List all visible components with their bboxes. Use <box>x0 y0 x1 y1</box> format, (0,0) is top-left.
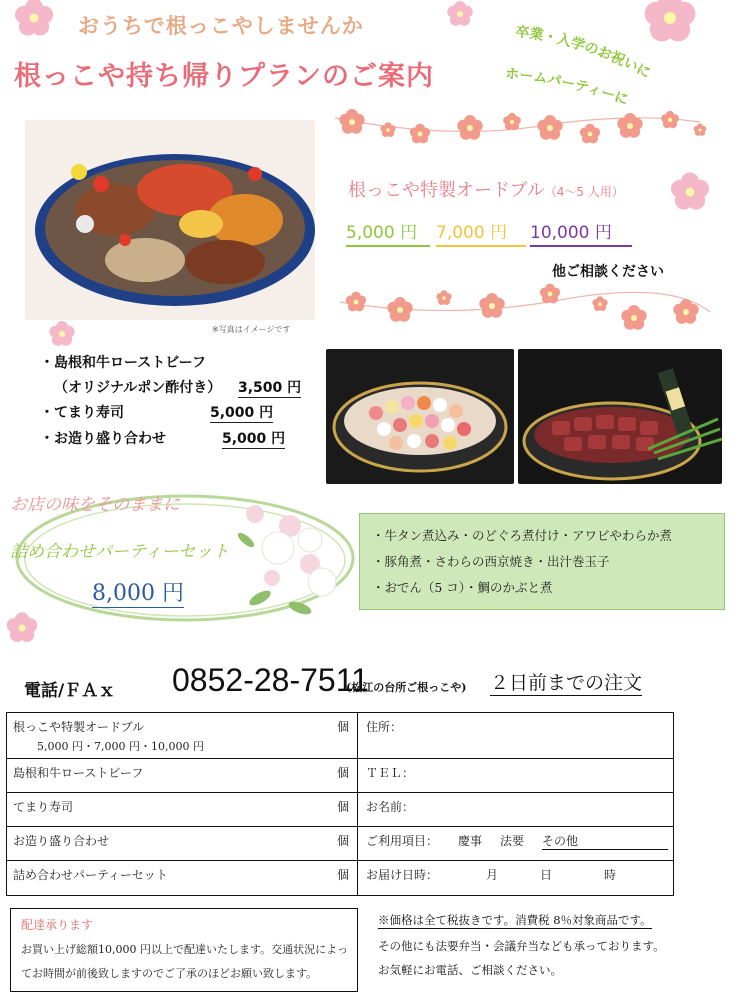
order-item-unit: 個 <box>337 868 350 882</box>
sub-title: おうちで根っこやしませんか <box>78 14 364 38</box>
order-deadline: ２日前までの注文 <box>490 668 642 696</box>
delivery-title: 配達承ります <box>21 918 94 932</box>
usage-option-other[interactable]: その他 <box>542 832 668 850</box>
delivery-date-label: お届け日時： <box>366 868 439 882</box>
order-item-unit: 個 <box>337 834 350 848</box>
shop-name: (松江の台所ご根っこや) <box>346 681 467 694</box>
order-form <box>6 712 674 896</box>
menu-item-temari: ・てまり寿司 <box>40 405 124 421</box>
roast-beef-photo <box>518 349 722 484</box>
usage-field[interactable] <box>358 827 673 861</box>
tel-fax-label: 電話/ＦＡｘ <box>24 681 116 701</box>
sakura-icon <box>49 321 74 346</box>
delivery-text-line-2: てお時間が前後致しますのでご了承のほどお願い致します。 <box>21 967 318 980</box>
order-item-name: お造り盛り合わせ <box>13 834 110 848</box>
flower-line-top <box>335 109 706 143</box>
day-label: 日 <box>540 868 553 882</box>
order-item-name: 島根和牛ローストビーフ <box>13 766 144 780</box>
delivery-date-field[interactable] <box>358 861 673 895</box>
usage-option-memorial[interactable]: 法要 <box>500 834 525 848</box>
menu-item-roast-beef-note: （オリジナルポン酢付き） <box>54 380 222 396</box>
sakura-icon <box>447 1 472 26</box>
delivery-info-box <box>10 908 358 992</box>
order-item-name: 根っこや特製オードブル <box>13 720 145 734</box>
page-title: 根っこや持ち帰りプランのご案内 <box>14 61 434 92</box>
party-contents-box <box>359 513 725 610</box>
tel-label: ＴＥＬ： <box>366 766 415 780</box>
month-label: 月 <box>486 868 499 882</box>
sakura-icon <box>15 0 53 36</box>
party-content-line-3: ・おでん（5 コ）・鯛のかぶと煮 <box>372 580 553 595</box>
hour-label: 時 <box>604 868 617 882</box>
party-content-line-2: ・豚角煮・さわらの西京焼き・出汁巻玉子 <box>372 554 610 569</box>
order-item-name: てまり寿司 <box>13 800 74 814</box>
hors-doeuvre-serving: （4～5 人用） <box>544 185 624 199</box>
party-set-title: 詰め合わせパーティーセット <box>10 542 230 562</box>
menu-item-roast-beef: ・島根和牛ローストビーフ <box>40 355 207 371</box>
sakura-icon <box>671 173 709 210</box>
menu-price-temari: 5,000 円 <box>210 402 273 423</box>
party-set-price: 8,000 円 <box>92 576 184 608</box>
address-field[interactable] <box>358 713 673 759</box>
arc-line-1: 卒業・入学のお祝いに <box>514 24 654 82</box>
party-content-line-1: ・牛タン煮込み・のどぐろ煮付け・アワビやわらか煮 <box>372 528 673 543</box>
delivery-text-line-1: お買い上げ総額10,000 円以上で配達いたします。交通状況によっ <box>21 943 349 956</box>
order-row-hors-doeuvre[interactable] <box>7 713 357 759</box>
temari-sushi-photo <box>326 349 514 484</box>
tel-fax-number[interactable]: 0852-28-7511 <box>172 662 369 698</box>
tax-note: ※価格は全て税抜きです。消費税 8％対象商品です。 <box>378 913 652 927</box>
photo-note: ※写真はイメージです <box>212 325 291 334</box>
order-item-name: 詰め合わせパーティーセット <box>13 868 168 882</box>
order-row-temari[interactable] <box>7 793 357 827</box>
usage-label: ご利用項目： <box>366 834 439 848</box>
hors-doeuvre-title <box>348 176 624 202</box>
hors-doeuvre-photo <box>25 120 315 320</box>
contact-invite-note: お気軽にお電話、ご相談ください。 <box>378 963 562 977</box>
order-item-unit: 個 <box>337 800 350 814</box>
usage-option-celebration[interactable]: 慶事 <box>458 834 483 848</box>
order-row-party-set[interactable] <box>7 861 357 895</box>
address-label: 住所： <box>366 720 403 734</box>
tel-field[interactable] <box>358 759 673 793</box>
price-5000: 5,000 円 <box>346 218 430 247</box>
price-10000: 10,000 円 <box>530 218 632 247</box>
order-item-prices: 5,000 円・7,000 円・10,000 円 <box>37 740 204 753</box>
flower-line-bottom <box>340 284 710 330</box>
hors-doeuvre-name: 根っこや特製オードブル <box>348 180 545 201</box>
other-bento-note: その他にも法要弁当・会議弁当なども承っております。 <box>378 939 665 953</box>
order-item-unit: 個 <box>337 766 350 780</box>
arc-line-2: ホームパーティーに <box>505 65 631 109</box>
menu-price-sashimi: 5,000 円 <box>222 428 285 449</box>
party-tagline: お店の味をそのままに <box>10 495 180 515</box>
menu-item-sashimi: ・お造り盛り合わせ <box>40 431 166 447</box>
order-item-unit: 個 <box>337 720 350 734</box>
menu-price-roast-beef: 3,500 円 <box>238 377 301 398</box>
order-row-sashimi[interactable] <box>7 827 357 861</box>
name-field[interactable] <box>358 793 673 827</box>
price-7000: 7,000 円 <box>436 218 526 247</box>
name-label: お名前： <box>366 800 415 814</box>
sakura-icon <box>645 0 696 41</box>
order-row-roast-beef[interactable] <box>7 759 357 793</box>
consult-note: 他ご相談ください <box>552 264 664 280</box>
